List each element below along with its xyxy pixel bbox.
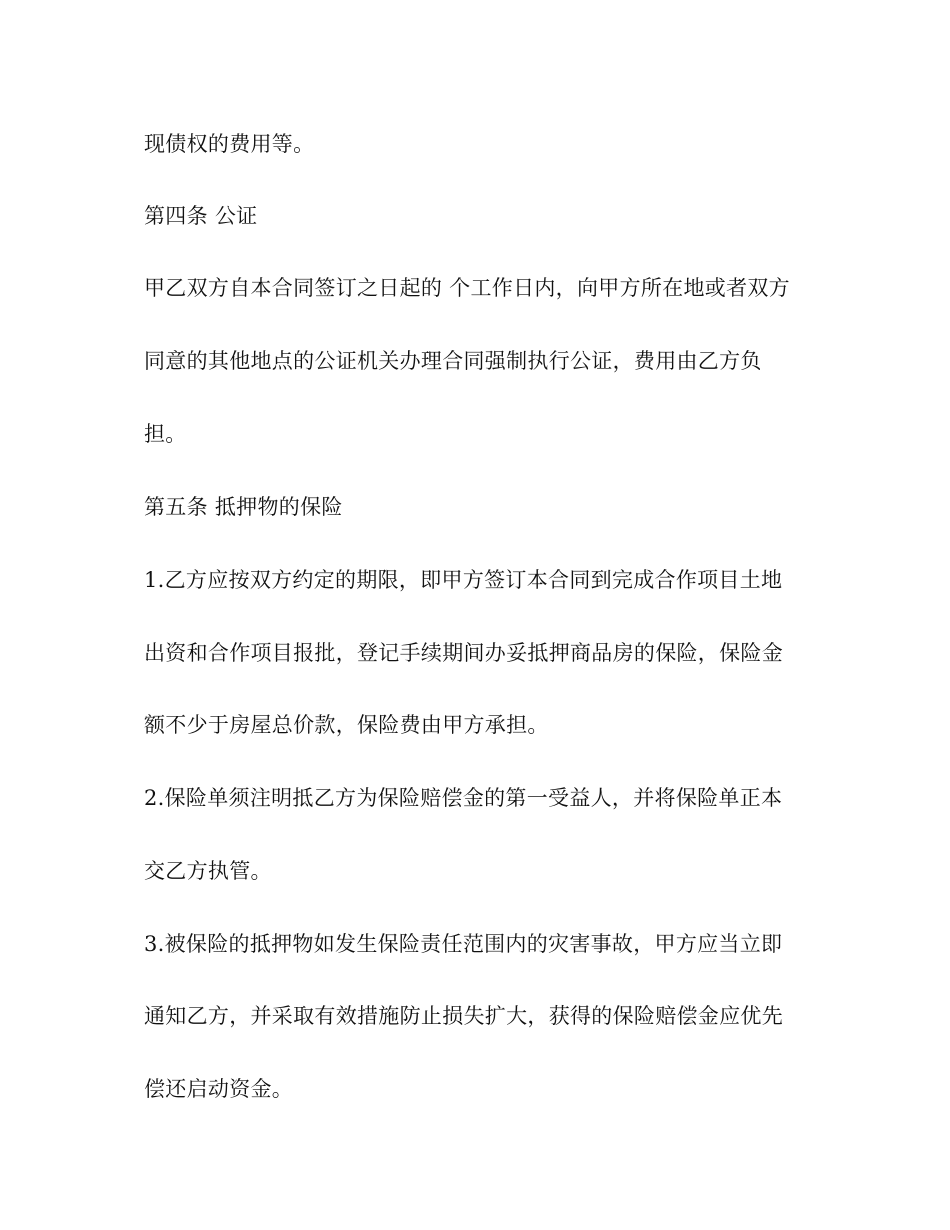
text-line: 甲乙双方自本合同签订之日起的 个工作日内，向甲方所在地或者双方 — [144, 276, 790, 300]
text-line: 1.乙方应按双方约定的期限，即甲方签订本合同到完成合作项目土地 — [144, 568, 783, 592]
text-line: 现债权的费用等。 — [144, 132, 315, 156]
section-heading: 第四条 公证 — [144, 204, 258, 228]
text-line: 同意的其他地点的公证机关办理合同强制执行公证，费用由乙方负 — [144, 349, 762, 373]
text-line: 担。 — [144, 422, 187, 446]
text-line: 出资和合作项目报批，登记手续期间办妥抵押商品房的保险，保险金 — [144, 641, 783, 665]
section-heading: 第五条 抵押物的保险 — [144, 495, 343, 519]
text-line: 偿还启动资金。 — [144, 1077, 294, 1101]
text-line: 2.保险单须注明抵乙方为保险赔偿金的第一受益人，并将保险单正本 — [144, 786, 783, 810]
text-line: 通知乙方，并采取有效措施防止损失扩大，获得的保险赔偿金应优先 — [144, 1004, 783, 1028]
text-line: 额不少于房屋总价款，保险费由甲方承担。 — [144, 713, 549, 737]
text-line: 3.被保险的抵押物如发生保险责任范围内的灾害事故，甲方应当立即 — [144, 932, 783, 956]
text-line: 交乙方执管。 — [144, 859, 272, 883]
